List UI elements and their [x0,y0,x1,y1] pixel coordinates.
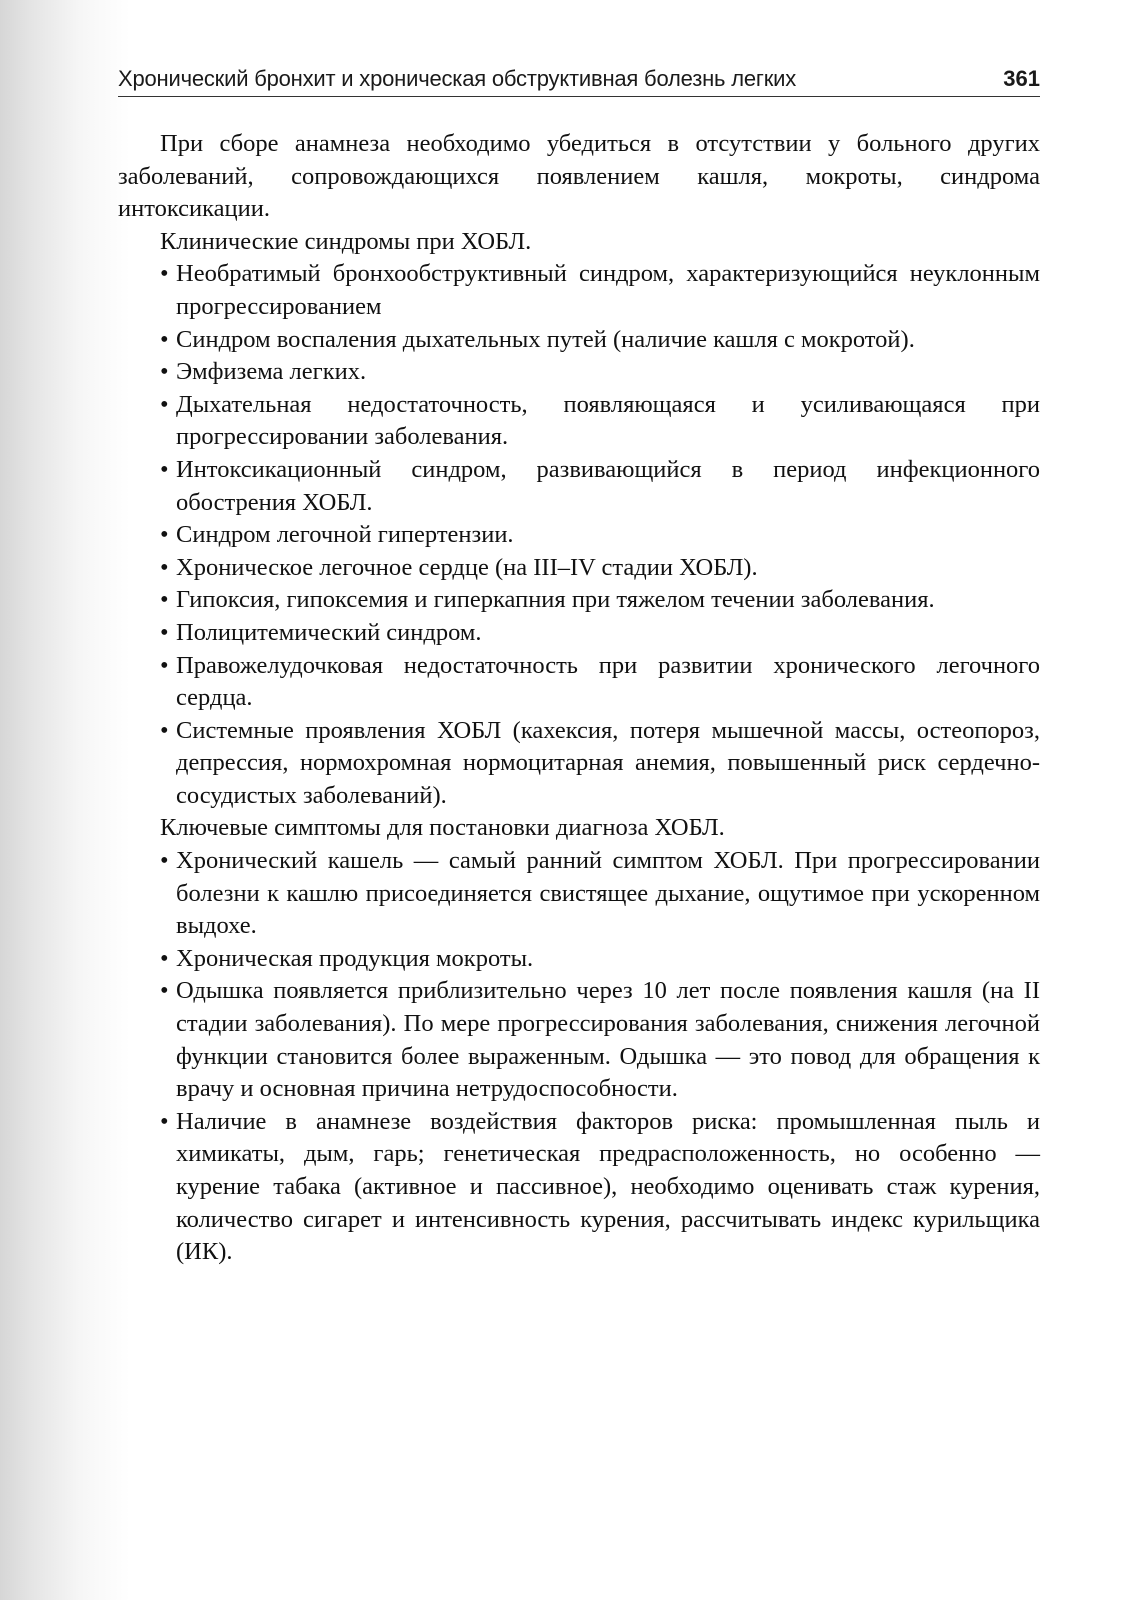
chapter-title: Хронический бронхит и хроническая обструктивная болезнь легких [118,66,797,91]
symptoms-list [118,845,1040,1269]
page-body [118,128,1040,1269]
list-item-text: Эмфизема легких. [176,358,367,386]
bullet-marker: • [160,1107,169,1135]
list-item [118,519,1040,552]
bullet-marker: • [160,390,169,418]
list-item [118,1106,1040,1269]
bullet-marker: • [160,260,169,288]
list-item [118,258,1040,323]
list-item [118,617,1040,650]
syndromes-list [118,258,1040,812]
list-item [118,552,1040,585]
list-item-text: Одышка появляется приблизительно через 10 лет после появления кашля (на II стадии заболевания). По мере прогрессирования заболевания, снижения легочной функции становится более выраженным. Одышка — это повод для обращения к врачу и основная причина нетрудоспособности. [176,977,1040,1103]
list-item [118,845,1040,943]
syndromes-heading: Клинические синдромы при ХОБЛ. [160,227,532,255]
list-item-text: Правожелудочковая недостаточность при развитии хронического легочного сердца. [176,651,1040,712]
list-item [118,584,1040,617]
list-item-text: Интоксикационный синдром, развивающийся в период инфекционного обострения ХОБЛ. [176,455,1040,516]
list-item [118,943,1040,976]
symptoms-heading: Ключевые симптомы для постановки диагноза ХОБЛ. [160,814,725,842]
list-item [118,389,1040,454]
list-item [118,454,1040,519]
bullet-marker: • [160,651,169,679]
bullet-marker: • [160,521,169,549]
list-item-text: Наличие в анамнезе воздействия факторов риска: промышленная пыль и химикаты, дым, гарь; генетическая предрасположенность, но особенно — курение табака (активное и пассивное), необходимо оценивать стаж курения, количество сигарет и интенсивность курения, рассчитывать индекс курильщика (ИК). [176,1107,1040,1266]
list-item-text: Полицитемический синдром. [176,618,482,646]
bullet-marker: • [160,586,169,614]
bullet-marker: • [160,455,169,483]
page-number: 361 [1003,66,1040,91]
list-item [118,650,1040,715]
bullet-marker: • [160,944,169,972]
list-item [118,715,1040,813]
intro-paragraph: При сборе анамнеза необходимо убедиться в отсутствии у больного других заболеваний, сопровождающихся появлением кашля, мокроты, синдрома интоксикации. [118,130,1040,223]
bullet-marker: • [160,977,169,1005]
list-item [118,356,1040,389]
running-header [118,56,1040,97]
bullet-marker: • [160,325,169,353]
list-item-text: Хроническое легочное сердце (на III–IV стадии ХОБЛ). [176,553,758,581]
list-item-text: Гипоксия, гипоксемия и гиперкапния при тяжелом течении заболевания. [176,586,935,614]
bullet-marker: • [160,553,169,581]
list-item-text: Синдром легочной гипертензии. [176,521,514,549]
bullet-marker: • [160,358,169,386]
bullet-marker: • [160,847,169,875]
list-item-text: Хронический кашель — самый ранний симптом ХОБЛ. При прогрессировании болезни к кашлю присоединяется свистящее дыхание, ощутимое при ускоренном выдохе. [176,847,1040,940]
list-item [118,975,1040,1105]
list-item-text: Необратимый бронхообструктивный синдром, характеризующийся неуклонным прогрессированием [176,260,1040,320]
list-item-text: Синдром воспаления дыхательных путей (наличие кашля с мокротой). [176,325,915,353]
list-item-text: Хроническая продукция мокроты. [176,944,534,972]
bullet-marker: • [160,716,169,744]
bullet-marker: • [160,618,169,646]
list-item [118,324,1040,357]
list-item-text: Системные проявления ХОБЛ (кахексия, потеря мышечной массы, остеопороз, депрессия, нормохромная нормоцитарная анемия, повышенный риск сердечно-сосудистых заболеваний). [176,716,1040,809]
list-item-text: Дыхательная недостаточность, появляющаяся и усиливающаяся при прогрессировании заболевания. [176,390,1040,451]
